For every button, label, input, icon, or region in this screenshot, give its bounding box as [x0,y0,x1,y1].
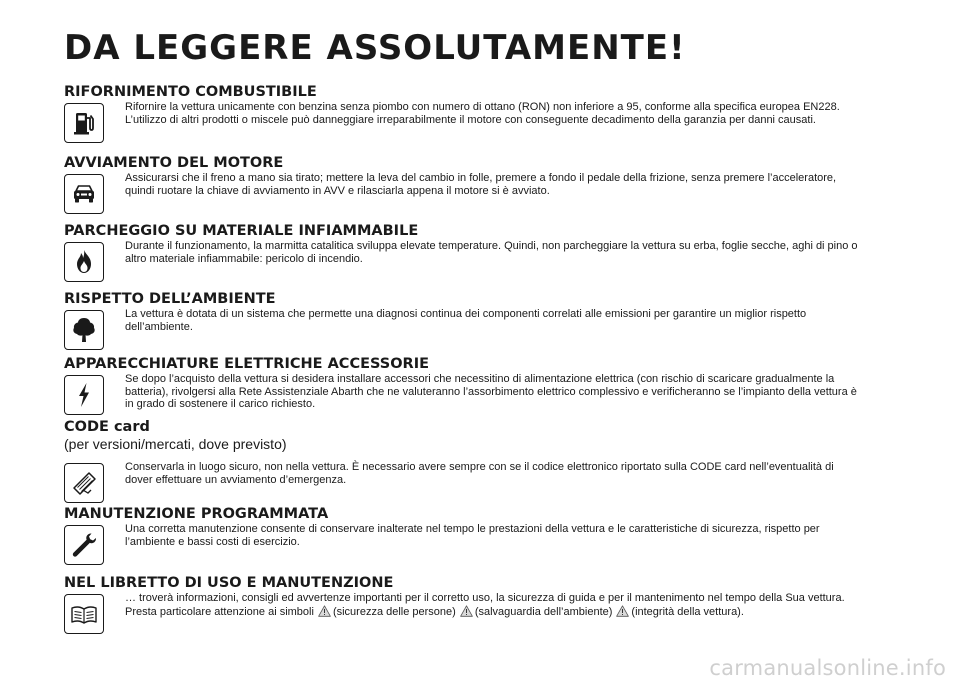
symbol-vehicle-integrity: (integrità della vettura). [631,605,744,618]
symbol-environment: (salvaguardia dell’ambiente) [474,605,613,618]
flame-icon [64,242,104,282]
section-title: MANUTENZIONE PROGRAMMATA [64,506,329,522]
watermark: carmanualsonline.info [709,656,946,680]
tree-icon [64,310,104,350]
section-title: CODE card [64,419,150,435]
section-environment [64,290,904,352]
section-text: Rifornire la vettura unicamente con benzina senza piombo con numero di ottano (RON) non inferiore a 95, conforme alla specifica europea EN228. L’utilizzo di altri prodotti o miscele può danneggiare irreparabilmente il motore con conseguente decadimento della garanzia per danni causati. [125,101,840,126]
section-handbook [64,574,904,636]
section-title: APPARECCHIATURE ELETTRICHE ACCESSORIE [64,356,430,372]
section-text: La vettura è dotata di un sistema che permette una diagnosi continua dei componenti correlati alle emissioni per garantire un miglior rispetto dell’ambiente. [125,308,807,333]
symbol-people-safety: (sicurezza delle persone) [332,605,456,618]
warning-triangle-icon [318,605,331,617]
warning-triangle-icon [460,605,473,617]
section-text: Una corretta manutenzione consente di conservare inalterate nel tempo le prestazioni della vettura e le caratteristiche di sicurezza, rispetto per l’ambiente e bassi costi di esercizio. [125,523,820,548]
warning-triangle-icon [616,605,629,617]
handbook-text-intro: … troverà informazioni, consigli ed avvertenze importanti per il corretto uso, la sicurezza di guida e per il mantenimento nel tempo della Sua vettura. Presta particolare attenzione ai simboli [125,592,845,618]
wrench-icon [64,525,104,565]
code-card-icon [64,463,104,503]
open-book-icon [64,594,104,634]
section-text: Assicurarsi che il freno a mano sia tirato; mettere la leva del cambio in folle, premere a fondo il pedale della frizione, senza premere l’acceleratore, quindi ruotare la chiave di avviamento in AVV e rilasciarla appena il motore si è avviato. [125,172,837,197]
section-text: Conservarla in luogo sicuro, non nella vettura. È necessario avere sempre con se il codice elettronico riportato sulla CODE card nell’eventualità di dover effettuare un avviamento d’emergenza. [125,461,834,486]
section-engine-start [64,154,904,216]
section-fuel [64,83,904,145]
section-title: PARCHEGGIO SU MATERIALE INFIAMMABILE [64,223,419,239]
car-icon [64,174,104,214]
section-title: NEL LIBRETTO DI USO E MANUTENZIONE [64,575,394,591]
lightning-icon [64,375,104,415]
section-text: Se dopo l’acquisto della vettura si desidera installare accessori che necessitino di alimentazione elettrica (con rischio di scaricare gradualmente la batteria), rivolgersi alla Rete Assistenziale Abarth che ne valuteranno l’assorbimento elettrico complessivo e verificheranno se l’impianto della vettura è in grado di sostenere il carico richiesto. [125,373,857,410]
section-code-card [64,418,904,505]
section-title: AVVIAMENTO DEL MOTORE [64,155,284,171]
fuel-pump-icon [64,103,104,143]
section-parking-flammable [64,222,904,284]
section-subtitle: (per versioni/mercati, dove previsto) [64,436,287,452]
page-title: DA LEGGERE ASSOLUTAMENTE! [64,28,686,68]
section-title: RISPETTO DELL’AMBIENTE [64,291,276,307]
section-text [125,592,860,618]
section-text: Durante il funzionamento, la marmitta catalitica sviluppa elevate temperature. Quindi, non parcheggiare la vettura su erba, foglie secche, aghi di pino o altro materiale infiammabile: pericolo di incendio. [125,240,858,265]
section-title: RIFORNIMENTO COMBUSTIBILE [64,84,317,100]
section-maintenance [64,505,904,567]
section-electrical-accessories [64,355,904,417]
